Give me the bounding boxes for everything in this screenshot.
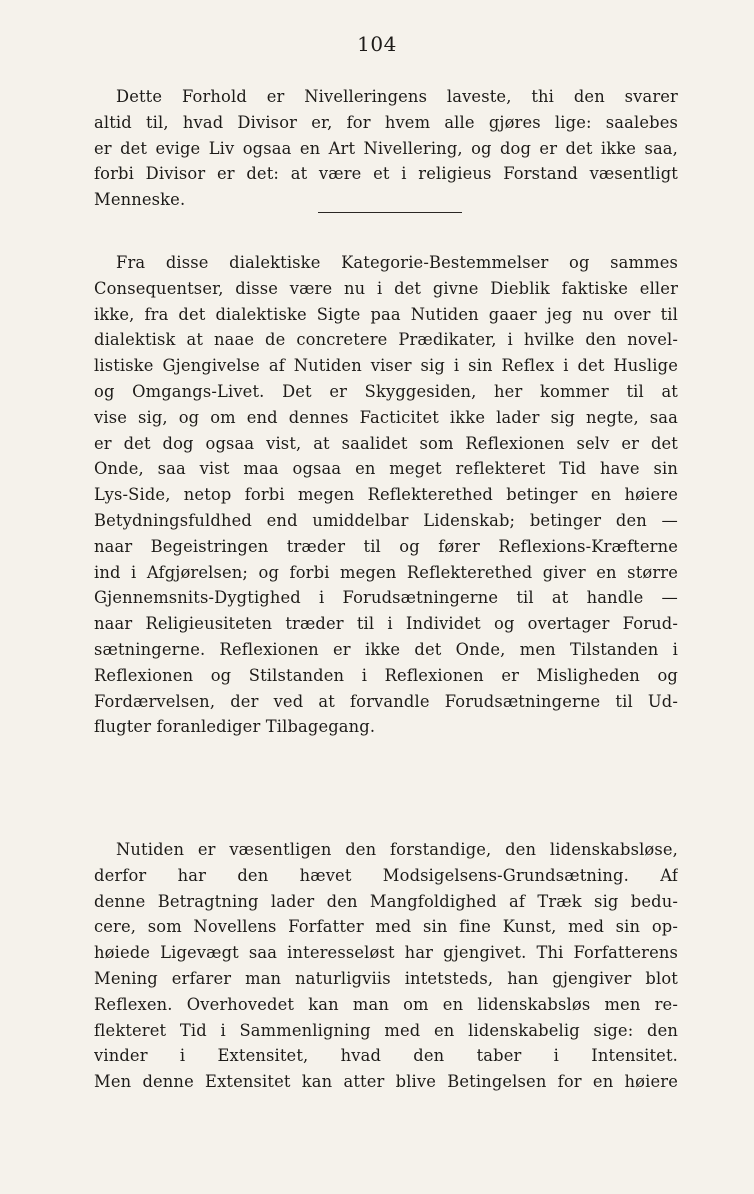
- text-line: sætningerne. Reflexionen er ikke det Onde, men Tilstanden i: [94, 639, 678, 659]
- text-line: forbi Divisor er det: at være et i religieus Forstand væsentligt: [94, 164, 678, 184]
- text-line: Betydningsfuldhed end umiddelbar Lidenskab; betinger den —: [94, 510, 678, 530]
- text-line: Gjennemsnits-Dygtighed i Forudsætningerne til at handle —: [94, 588, 678, 608]
- text-line: høiede Ligevægt saa interesseløst har gjengivet. Thi Forfatterens: [94, 943, 678, 963]
- text-line: ind i Afgjørelsen; og forbi megen Reflekterethed giver en større: [94, 562, 678, 582]
- text-line: Fra disse dialektiske Kategorie-Bestemmelser og sammes: [116, 253, 678, 272]
- text-line: Fordærvelsen, der ved at forvandle Forudsætningerne til Ud-: [94, 691, 678, 711]
- section-divider: [318, 212, 462, 213]
- text-line: cere, som Novellens Forfatter med sin fine Kunst, med sin op-: [94, 917, 678, 937]
- text-line: er det evige Liv ogsaa en Art Nivellering, og dog er det ikke saa,: [94, 138, 678, 158]
- paragraph-3: [94, 837, 678, 1095]
- paragraph-2: [94, 250, 678, 740]
- text-line: flugter foranlediger Tilbagegang.: [94, 717, 376, 737]
- paragraph-1: [94, 84, 678, 213]
- text-line: Menneske.: [94, 190, 186, 210]
- text-line: flekteret Tid i Sammenligning med en lidenskabelig sige: den: [94, 1020, 678, 1040]
- text-line: naar Begeistringen træder til og fører Reflexions-Kræfterne: [94, 536, 678, 556]
- text-line: er det dog ogsaa vist, at saalidet som Reflexionen selv er det: [94, 433, 678, 453]
- text-line: og Omgangs-Livet. Det er Skyggesiden, her kommer til at: [94, 381, 678, 401]
- text-line: Consequentser, disse være nu i det givne Dieblik faktiske eller: [94, 278, 678, 298]
- text-line: vinder i Extensitet, hvad den taber i Intensitet.: [94, 1046, 678, 1066]
- text-line: Dette Forhold er Nivelleringens laveste, thi den svarer: [116, 87, 678, 106]
- page-number: 104: [357, 32, 397, 56]
- text-line: vise sig, og om end dennes Facticitet ikke lader sig negte, saa: [94, 407, 678, 427]
- text-line: Nutiden er væsentligen den forstandige, den lidenskabsløse,: [116, 840, 678, 859]
- text-line: listiske Gjengivelse af Nutiden viser sig i sin Reflex i det Huslige: [94, 356, 678, 376]
- text-line: ikke, fra det dialektiske Sigte paa Nutiden gaaer jeg nu over til: [94, 304, 678, 324]
- text-line: dialektisk at naae de concretere Prædikater, i hvilke den novel-: [94, 330, 678, 350]
- text-line: altid til, hvad Divisor er, for hvem alle gjøres lige: saalebes: [94, 112, 678, 132]
- text-line: Lys-Side, netop forbi megen Reflekterethed betinger en høiere: [94, 485, 678, 505]
- text-line: Reflexen. Overhovedet kan man om en lidenskabsløs men re-: [94, 994, 678, 1014]
- text-line: Reflexionen og Stilstanden i Reflexionen er Misligheden og: [94, 665, 678, 685]
- text-line: Onde, saa vist maa ogsaa en meget reflekteret Tid have sin: [94, 459, 678, 479]
- text-line: Mening erfarer man naturligviis intetsteds, han gjengiver blot: [94, 968, 678, 988]
- text-line: Men denne Extensitet kan atter blive Betingelsen for en høiere: [94, 1072, 678, 1092]
- text-line: derfor har den hævet Modsigelsens-Grundsætning. Af: [94, 865, 678, 885]
- text-line: denne Betragtning lader den Mangfoldighed af Træk sig bedu-: [94, 891, 678, 911]
- text-line: naar Religieusiteten træder til i Individet og overtager Forud-: [94, 614, 678, 634]
